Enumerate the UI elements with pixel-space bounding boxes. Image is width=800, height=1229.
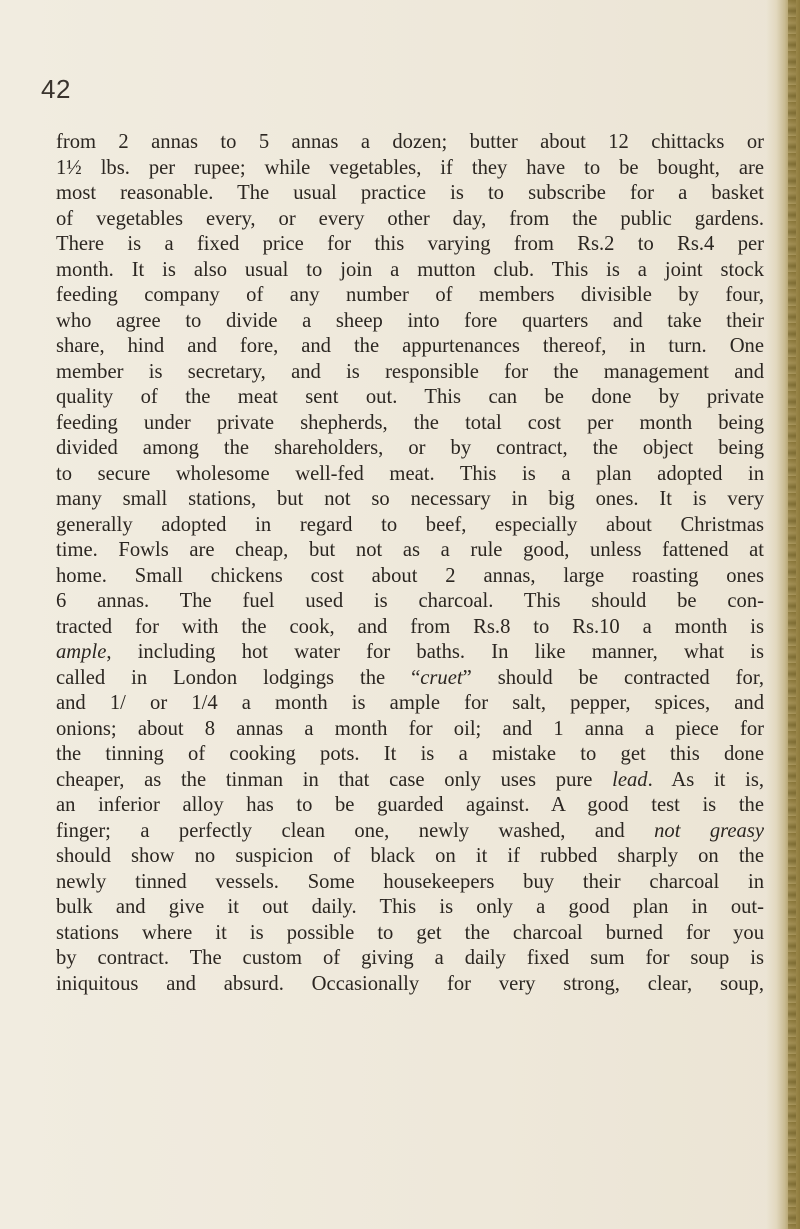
text-run: from 2 annas to 5 annas a dozen; butter about 12 chittacks or bbox=[56, 131, 764, 153]
text-run: an inferior alloy has to be guarded against. A good test is the bbox=[56, 794, 764, 816]
text-line bbox=[56, 589, 764, 615]
text-line bbox=[56, 156, 764, 182]
text-line bbox=[56, 972, 764, 998]
italic-text: not greasy bbox=[654, 819, 764, 842]
text-run: and 1/ or 1/4 a month is ample for salt, pepper, spices, and bbox=[56, 692, 764, 714]
text-line bbox=[56, 895, 764, 921]
text-line bbox=[56, 181, 764, 207]
text-run: feeding under private shepherds, the total cost per month being bbox=[56, 411, 764, 434]
text-line bbox=[56, 411, 764, 437]
text-run: generally adopted in regard to beef, especially about Christmas bbox=[56, 513, 764, 536]
text-line bbox=[56, 283, 764, 309]
text-run: the tinning of cooking pots. It is a mistake to get this done bbox=[56, 743, 764, 765]
text-run: who agree to divide a sheep into fore quarters and take their bbox=[56, 309, 764, 332]
text-line bbox=[56, 742, 764, 768]
text-run: bulk and give it out daily. This is only a good plan in out- bbox=[56, 896, 764, 918]
text-run: ” should be contracted for, bbox=[462, 666, 765, 689]
text-line bbox=[56, 538, 764, 564]
text-run: share, hind and fore, and the appurtenances thereof, in turn. One bbox=[56, 335, 764, 357]
text-line bbox=[56, 130, 764, 156]
text-line bbox=[56, 513, 764, 539]
text-run: member is secretary, and is responsible for the management and bbox=[56, 360, 764, 383]
text-line bbox=[56, 870, 764, 896]
text-run: time. Fowls are cheap, but not as a rule good, unless fattened at bbox=[56, 539, 764, 561]
text-run: of vegetables every, or every other day, from the public gardens. bbox=[56, 207, 764, 230]
text-line bbox=[56, 793, 764, 819]
text-line bbox=[56, 309, 764, 335]
text-line bbox=[56, 921, 764, 947]
text-line bbox=[56, 232, 764, 258]
text-line bbox=[56, 258, 764, 284]
italic-text: ample bbox=[56, 641, 107, 663]
text-run: stations where it is possible to get the charcoal burned for you bbox=[56, 921, 764, 944]
text-run: There is a fixed price for this varying from Rs.2 to Rs.4 per bbox=[56, 233, 764, 255]
body-text bbox=[56, 130, 764, 997]
text-run: , including hot water for baths. In like manner, what is bbox=[106, 641, 764, 663]
text-run: home. Small chickens cost about 2 annas, large roasting ones bbox=[56, 564, 764, 587]
text-line bbox=[56, 564, 764, 590]
text-line bbox=[56, 946, 764, 972]
text-run: month. It is also usual to join a mutton club. This is a joint stock bbox=[56, 258, 764, 281]
text-run: divided among the shareholders, or by contract, the object being bbox=[56, 437, 764, 459]
text-line bbox=[56, 666, 764, 692]
text-line bbox=[56, 385, 764, 411]
text-line bbox=[56, 717, 764, 743]
text-run: feeding company of any number of members divisible by four, bbox=[56, 284, 764, 306]
text-run: finger; a perfectly clean one, newly washed, and bbox=[56, 819, 655, 842]
text-run: newly tinned vessels. Some housekeepers buy their charcoal in bbox=[56, 870, 764, 893]
italic-text: lead bbox=[612, 768, 648, 791]
text-run: . As it is, bbox=[647, 768, 764, 791]
text-line bbox=[56, 462, 764, 488]
text-line bbox=[56, 844, 764, 870]
text-line bbox=[56, 436, 764, 462]
text-line bbox=[56, 768, 764, 794]
text-run: should show no suspicion of black on it if rubbed sharply on the bbox=[56, 845, 764, 867]
text-run: quality of the meat sent out. This can be done by private bbox=[56, 386, 764, 408]
text-run: tracted for with the cook, and from Rs.8 to Rs.10 a month is bbox=[56, 615, 764, 638]
text-run: most reasonable. The usual practice is to subscribe for a basket bbox=[56, 182, 764, 204]
text-run: iniquitous and absurd. Occasionally for very strong, clear, soup, bbox=[56, 972, 764, 995]
text-run: onions; about 8 annas a month for oil; and 1 anna a piece for bbox=[56, 717, 764, 740]
text-line bbox=[56, 691, 764, 717]
text-line bbox=[56, 640, 764, 666]
text-run: by contract. The custom of giving a daily fixed sum for soup is bbox=[56, 947, 764, 969]
text-run: called in London lodgings the “ bbox=[56, 666, 421, 689]
text-line bbox=[56, 334, 764, 360]
italic-text: cruet bbox=[420, 666, 463, 689]
text-line bbox=[56, 487, 764, 513]
text-line bbox=[56, 819, 764, 845]
page-number: 42 bbox=[41, 74, 71, 104]
text-line bbox=[56, 615, 764, 641]
page-edge-binding bbox=[766, 0, 800, 1229]
text-run: 1½ lbs. per rupee; while vegetables, if they have to be bought, are bbox=[56, 156, 764, 179]
text-run: to secure wholesome well-fed meat. This is a plan adopted in bbox=[56, 462, 764, 485]
text-run: cheaper, as the tinman in that case only uses pure bbox=[56, 768, 613, 791]
text-run: many small stations, but not so necessary in big ones. It is very bbox=[56, 488, 764, 510]
text-run: 6 annas. The fuel used is charcoal. This should be con- bbox=[56, 590, 764, 612]
text-line bbox=[56, 360, 764, 386]
text-line bbox=[56, 207, 764, 233]
